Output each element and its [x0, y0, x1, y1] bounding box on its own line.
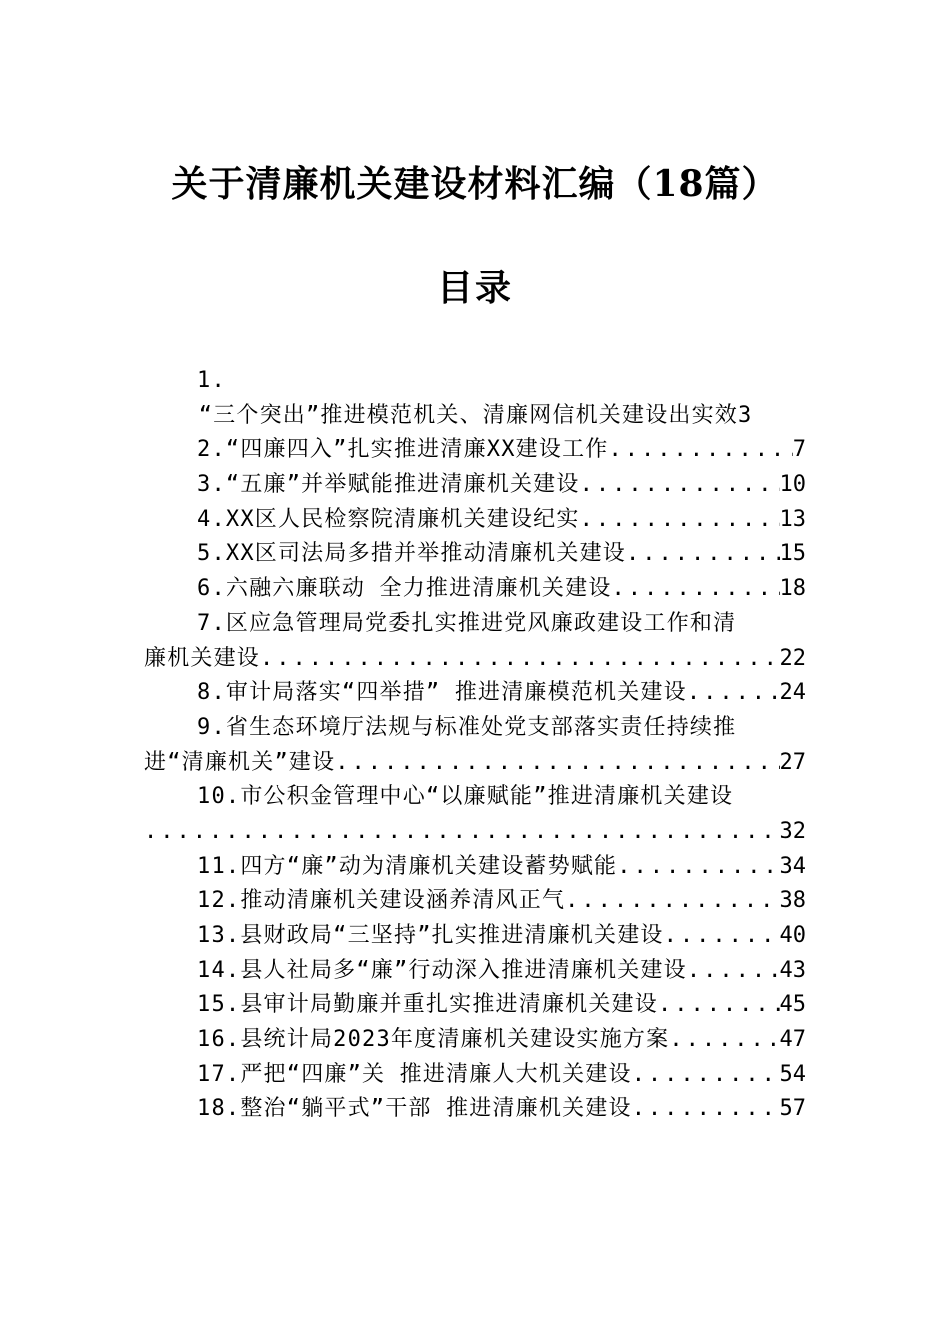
toc-entry-page: 38	[779, 888, 806, 914]
toc-entry-number: 10.	[197, 784, 241, 810]
toc-entry-title: 区应急管理局党委扎实推进党风廉政建设工作和清	[225, 610, 737, 636]
toc-entry-page: 7	[792, 437, 806, 463]
toc-entry-title: 县人社局多“廉”行动深入推进清廉机关建设	[240, 957, 687, 983]
toc-entry[interactable]	[144, 1023, 806, 1058]
toc-entry-number: 8.	[197, 680, 226, 706]
toc-entry-page: 18	[779, 576, 806, 602]
toc-entry-page: 24	[779, 680, 806, 706]
toc-entry[interactable]	[144, 919, 806, 954]
toc-entry[interactable]	[144, 780, 806, 849]
toc-leader-dots	[687, 954, 780, 989]
toc-entry-page: 3	[738, 402, 752, 428]
toc-entry[interactable]	[144, 572, 806, 607]
toc-entry[interactable]	[144, 850, 806, 885]
toc-entry[interactable]	[144, 884, 806, 919]
toc-leader-dots	[580, 503, 780, 538]
toc-entry[interactable]	[144, 1092, 806, 1127]
toc-entry[interactable]	[144, 711, 806, 780]
toc-entry-page: 43	[779, 957, 806, 983]
toc-entry-title: 市公积金管理中心“以廉赋能”推进清廉机关建设	[240, 784, 734, 810]
toc-entry-number: 17.	[197, 1061, 241, 1087]
toc-entry-number: 14.	[197, 957, 241, 983]
toc-entry-number: 12.	[197, 888, 241, 914]
toc-entry-title: XX区司法局多措并举推动清廉机关建设	[225, 541, 626, 567]
toc-entry-page: 57	[779, 1096, 806, 1122]
toc-entry-page: 10	[779, 472, 806, 498]
toc-entry-number: 16.	[197, 1027, 241, 1053]
toc-leader-dots	[580, 468, 780, 503]
toc-leader-dots	[335, 746, 779, 781]
toc-entry-title: 推动清廉机关建设涵养清风正气	[240, 888, 566, 914]
toc-entry-number: 2.	[197, 437, 226, 463]
toc-heading: 目录	[436, 267, 513, 309]
toc-entry-page: 54	[779, 1061, 806, 1087]
toc-entry-title: “五廉”并举赋能推进清廉机关建设	[225, 472, 580, 498]
toc-entry[interactable]	[144, 468, 806, 503]
toc-entry-title-cont: 廉机关建设	[144, 645, 261, 671]
toc-entry-page: 27	[779, 749, 806, 775]
toc-entry-number: 4.	[197, 506, 226, 532]
toc-leader-dots	[632, 1092, 780, 1127]
toc-leader-dots	[669, 1023, 779, 1058]
toc-entry-title-cont: 进“清廉机关”建设	[144, 749, 336, 775]
toc-entry[interactable]	[144, 364, 806, 433]
table-of-contents	[144, 364, 806, 1127]
toc-entry-title: 县统计局2023年度清廉机关建设实施方案	[240, 1027, 670, 1053]
toc-entry-number: 11.	[197, 853, 241, 879]
toc-entry-title: “四廉四入”扎实推进清廉XX建设工作	[225, 437, 609, 463]
toc-entry-page: 13	[779, 506, 806, 532]
toc-entry-number: 13.	[197, 923, 241, 948]
toc-entry-number: 5.	[197, 541, 226, 567]
toc-entry-number: 18.	[197, 1096, 241, 1122]
toc-leader-dots	[260, 642, 779, 677]
toc-entry-title: 整治“躺平式”干部 推进清廉机关建设	[240, 1096, 632, 1122]
toc-leader-dots	[617, 850, 779, 885]
toc-leader-dots	[608, 433, 792, 468]
toc-entry-title: 严把“四廉”关 推进清廉人大机关建设	[240, 1061, 632, 1087]
toc-entry-title: 审计局落实“四举措” 推进清廉模范机关建设	[225, 680, 687, 706]
toc-leader-dots	[626, 537, 780, 572]
toc-entry-title: 四方“廉”动为清廉机关建设蓄势赋能	[240, 853, 618, 879]
toc-entry[interactable]	[144, 503, 806, 538]
toc-entry[interactable]	[144, 988, 806, 1023]
toc-entry-page: 45	[779, 992, 806, 1018]
toc-leader-dots	[565, 884, 779, 919]
toc-entry-number: 7.	[197, 610, 226, 636]
toc-entry-page: 22	[779, 645, 806, 671]
toc-entry[interactable]	[144, 954, 806, 989]
toc-entry-title: 县财政局“三坚持”扎实推进清廉机关建设	[240, 923, 664, 948]
toc-entry-number: 15.	[197, 992, 241, 1018]
toc-entry-page: 15	[779, 541, 806, 567]
toc-entry-page: 34	[779, 853, 806, 879]
toc-leader-dots	[664, 919, 780, 954]
toc-entry[interactable]	[144, 676, 806, 711]
toc-entry-title: 六融六廉联动 全力推进清廉机关建设	[225, 576, 612, 602]
toc-entry-title: XX区人民检察院清廉机关建设纪实	[225, 506, 580, 532]
toc-entry-title: “三个突出”推进模范机关、清廉网信机关建设出实效	[198, 402, 739, 428]
toc-entry-page: 40	[779, 923, 806, 948]
toc-leader-dots	[144, 815, 780, 850]
toc-entry-number: 3.	[197, 472, 226, 498]
toc-leader-dots	[612, 572, 780, 607]
toc-entry-page: 47	[779, 1027, 806, 1053]
toc-entry-page: 32	[779, 818, 806, 844]
toc-entry[interactable]	[144, 1058, 806, 1093]
document-title: 关于清廉机关建设材料汇编（18篇）	[171, 163, 779, 205]
toc-entry-number: 9.	[197, 714, 226, 740]
toc-entry[interactable]	[144, 537, 806, 572]
toc-entry-title: 县审计局勤廉并重扎实推进清廉机关建设	[240, 992, 658, 1018]
toc-leader-dots	[632, 1058, 780, 1093]
toc-leader-dots	[658, 988, 780, 1023]
toc-leader-dots	[687, 676, 780, 711]
toc-entry[interactable]	[144, 607, 806, 676]
toc-entry-title: 省生态环境厅法规与标准处党支部落实责任持续推	[225, 714, 737, 740]
toc-entry-number: 1.	[197, 368, 226, 393]
toc-entry[interactable]	[144, 433, 806, 468]
toc-entry-number: 6.	[197, 576, 226, 602]
